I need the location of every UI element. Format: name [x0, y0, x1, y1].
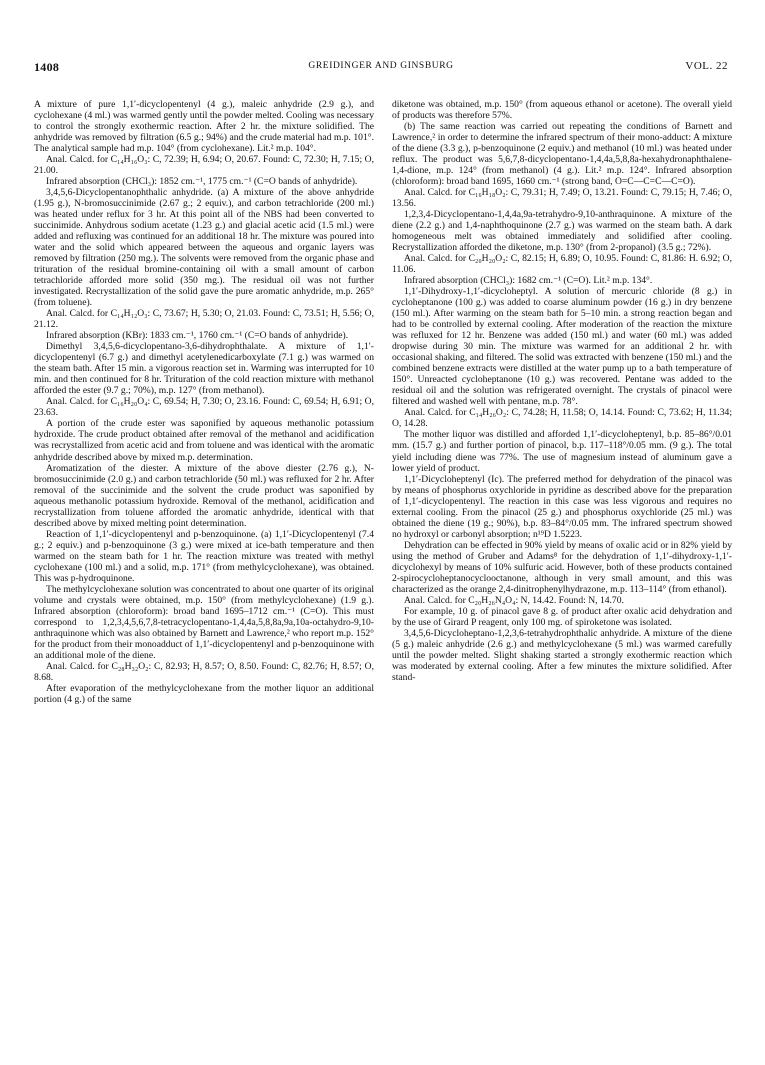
paragraph: The methylcyclohexane solution was concentrated to about one quarter of its original volume and crystals were obtained, m.p. 150° (from methylcyclohexane) (1.9 g.). Infrared absorption (chloroform): broad band 1695–1712 cm.⁻¹ (C=O). This must correspond to 1,2,3,4,5,6,7,8-tetracyclopentano-1,4,4a,5,8,8a,9a,10a-octahydro-9,10-anthraquinone which was also obtained by Barnett and Lawrence,² who report m.p. 152° for the product from their monoadduct of 1,1′-dicyclopentenyl and p-benzoquinone with an additional mole of the diene. — [34, 583, 374, 661]
paragraph: Reaction of 1,1′-dicyclopentenyl and p-benzoquinone. (a) 1,1′-Dicyclopentenyl (7.4 g.; 2 equiv.) and p-benzoquinone (3 g.) were mixed at ice-bath temperature and then warmed on the steam bath for 1 hr. The reaction mixture was treated with methyl cyclohexane (100 ml.) and a solid, m.p. 171° (from methylcyclohexane), was obtained. This was p-hydroquinone. — [34, 528, 374, 584]
volume-label: VOL. 22 — [685, 60, 728, 72]
right-text-column — [392, 99, 732, 683]
paragraph: Anal. Calcd. for C₁₄H₂₆O₂: C, 74.28; H, 11.58; O, 14.14. Found: C, 73.62; H, 11.34; O, 14.28. — [392, 407, 732, 430]
paragraph: Anal. Calcd. for C₁₄H₁₆O₃: C, 72.39; H, 6.94; O, 20.67. Found: C, 72.30; H, 7.15; O, 21.00. — [34, 154, 374, 177]
left-text-column — [34, 99, 374, 705]
paragraph: Dehydration can be effected in 90% yield by means of oxalic acid or in 82% yield by using the method of Gruber and Adams⁸ for the dehydration of 1,1′-dihydroxy-1,1′-dicyclohexyl by means of 10% sulfuric acid. However, both of these products contained 2-spirocycloheptanocyclooctanone, although in very small amount, and this was characterized as the orange 2,4-dinitrophenylhydrazone, m.p. 113–114° (from ethanol). — [392, 539, 732, 595]
paragraph: A mixture of pure 1,1′-dicyclopentenyl (4 g.), maleic anhydride (2.9 g.), and cyclohexane (4 ml.) was warmed gently until the powder melted. Cooling was necessary to control the strongly exothermic reaction. After 2 hr. the mixture solidified. The anhydride was removed by filtration (6.5 g.; 94%) and the crude material had m.p. 101°. The analytical sample had m.p. 104° (from cyclohexane). Lit.² m.p. 104°. — [34, 99, 374, 155]
paragraph: Anal. Calcd. for C₂₀H₂₀O₂: C, 82.15; H, 6.89; O, 10.95. Found: C, 81.86: H. 6.92; O, 11.06. — [392, 253, 732, 276]
paragraph: 1,2,3,4-Dicyclopentano-1,4,4a,9a-tetrahydro-9,10-anthraquinone. A mixture of the diene (2.2 g.) and 1,4-naphthoquinone (2.7 g.) was warmed on the steam bath. A dark homogeneous melt was obtained immediately and solidified after cooling. Recrystallization afforded the diketone, m.p. 130° (from 2-propanol) (3.5 g.; 72%). — [392, 209, 732, 254]
paragraph: Dimethyl 3,4,5,6-dicyclopentano-3,6-dihydrophthalate. A mixture of 1,1′-dicyclopentenyl (6.7 g.) and dimethyl acetylenedicarboxylate (7.1 g.) was warmed on the steam bath. After 15 min. a vigorous reaction set in. Warming was interrupted for 10 min. and then continued for 8 hr. Trituration of the cold reaction mixture with methanol afforded the ester (9.7 g.; 70%), m.p. 127° (from methanol). — [34, 341, 374, 397]
paragraph: Anal. Calcd. for C₂₀H₂₆N₄O₄: N, 14.42. Found: N, 14.70. — [404, 594, 624, 606]
paragraph: Infrared absorption (KBr): 1833 cm.⁻¹, 1760 cm.⁻¹ (C=O bands of anhydride). — [46, 330, 349, 342]
paragraph: The mother liquor was distilled and afforded 1,1′-dicycloheptenyl, b.p. 85–86°/0.01 mm. (15.7 g.) and further portion of pinacol, b.p. 117–118°/0.05 mm. (9 g.). The total yield including diene was 77%. The use of magnesium instead of aluminum gave a lower yield of product. — [392, 429, 732, 474]
paragraph: Anal. Calcd. for C₁₆H₁₈O₂: C, 79.31; H, 7.49; O, 13.21. Found: C, 79.15; H, 7.46; O, 13.56. — [392, 187, 732, 210]
paragraph: 3,4,5,6-Dicycloheptano-1,2,3,6-tetrahydrophthalic anhydride. A mixture of the diene (5 g.) maleic anhydride (2.6 g.) and methylcyclohexane (5 ml.) was warmed carefully until the powder melted. Slight shaking started a strongly exothermic reaction which was moderated by external cooling. After a few minutes the mixture solidified. After stand- — [392, 627, 732, 683]
paragraph: 1,1′-Dihydroxy-1,1′-dicycloheptyl. A solution of mercuric chloride (8 g.) in cycloheptanone (100 g.) was added to coarse aluminum powder (16 g.) in dry benzene (150 ml.). After warming on the steam bath for 5–10 min. a strong reaction began and had to be controlled by external cooling. After moderation of the reaction the mixture was refluxed for 12 hr. Benzene was added (150 ml.) and water (60 ml.) was added dropwise during 30 min. The mixture was warmed for an additional 2 hr. with occasional shaking, and filtered. The solid was extracted with benzene (150 ml.) and the combined benzene extracts were distilled at the water pump up to a bath temperature of 150°. Unreacted cycloheptanone (10 g.) was recovered. Pentane was added to the residual oil and the solution was refrigerated overnight. The crystals of pinacol were filtered and washed well with pentane, m.p. 78°. — [392, 286, 732, 408]
paragraph: Infrared absorption (CHCl₃): 1682 cm.⁻¹ (C=O). Lit.² m.p. 134°. — [404, 275, 653, 287]
paragraph: Anal. Calcd. for C₁₄H₁₂O₃: C, 73.67; H, 5.30; O, 21.03. Found: C, 73.51; H, 5.56; O, 21.12. — [34, 308, 374, 331]
paragraph: For example, 10 g. of pinacol gave 8 g. of product after oxalic acid dehydration and by the use of Girard P reagent, only 100 mg. of spiroketone was isolated. — [392, 605, 732, 628]
paragraph: 1,1′-Dicycloheptenyl (Ic). The preferred method for dehydration of the pinacol was by means of phosphorus oxychloride in pyridine as described above for the preparation of 1,1′-dicyclopentenyl. The reaction in this case was less vigorous and requires no external cooling. From the pinacol (25 g.) and phosphorus oxychloride (25 ml.) was obtained the diene (19 g.; 90%), b.p. 83–84°/0.05 mm. The infrared spectrum showed no hydroxyl or carbonyl absorption; n¹⁹D 1.5223. — [392, 473, 732, 540]
paragraph: diketone was obtained, m.p. 150° (from aqueous ethanol or acetone). The overall yield of products was therefore 57%. — [392, 99, 732, 122]
page-header — [34, 60, 728, 78]
paragraph: After evaporation of the methylcyclohexane from the mother liquor an additional portion (4 g.) of the same — [34, 682, 374, 705]
page-number: 1408 — [34, 60, 60, 74]
paragraph: Anal. Calcd. for C₂₈H₃₂O₂: C, 82.93; H, 8.57; O, 8.50. Found: C, 82.76; H, 8.57; O, 8.68. — [34, 660, 374, 683]
paragraph: Anal. Calcd. for C₁₆H₂₀O₄: C, 69.54; H, 7.30; O, 23.16. Found: C, 69.54; H, 6.91; O, 23.63. — [34, 396, 374, 419]
paragraph: Aromatization of the diester. A mixture of the above diester (2.76 g.), N-bromosuccinimide (2.0 g.) and carbon tetrachloride (50 ml.) was refluxed for 2 hr. After removal of the succinimide and the solvent the crude product was saponified by aqueous methanolic potassium hydroxide. Removal of the methanol, acidification and recrystallization from toluene afforded the aromatic anhydride, identical with that described above by mixed melting point determination. — [34, 462, 374, 529]
paragraph: Infrared absorption (CHCl₃): 1852 cm.⁻¹, 1775 cm.⁻¹ (C=O bands of anhydride). — [46, 176, 358, 188]
running-title: GREIDINGER AND GINSBURG — [308, 61, 454, 71]
paragraph: (b) The same reaction was carried out repeating the conditions of Barnett and Lawrence,² in order to determine the infrared spectrum of their mono-adduct: A mixture of the diene (3.3 g.), p-benzoquinone (2 equiv.) and methanol (10 ml.) was heated under reflux. The product was 5,6,7,8-dicyclopentano-1,4,4a,5,8,8a-hexahydronaphthalene-1,4-dione, m.p. 124° (from methanol) (4 g.). Lit.² m.p. 124°. Infrared absorption (chloroform): broad band 1695, 1660 cm.⁻¹ (strong band, O=C—C=C—C=O). — [392, 121, 732, 188]
paragraph: A portion of the crude ester was saponified by aqueous methanolic potassium hydroxide. The crude product obtained after removal of the methanol and acidification was recrystallized from acetic acid and from toluene and was identical with the aromatic anhydride described above by mixed m.p. determination. — [34, 418, 374, 463]
paragraph: 3,4,5,6-Dicyclopentanophthalic anhydride. (a) A mixture of the above anhydride (1.95 g.), N-bromosuccinimide (2.67 g.; 2 equiv.), and carbon tetrachloride (200 ml.) was heated under reflux for 3 hr. At this point all of the NBS had been converted to succinimide. Anhydrous sodium acetate (1.23 g.) and glacial acetic acid (1.5 ml.) were added and refluxing was continued for an additional 18 hr. The mixture was poured into water and the solid which appeared between the aqueous and organic layers was removed by filtration (250 mg.). The solvents were removed from the organic phase and trituration of the residual bromine-containing oil with a small amount of carbon tetrachloride afforded more solid (350 mg.). The residual oil was not further investigated. Recrystallization of the solid gave the pure aromatic anhydride, m.p. 265° (from toluene). — [34, 187, 374, 309]
